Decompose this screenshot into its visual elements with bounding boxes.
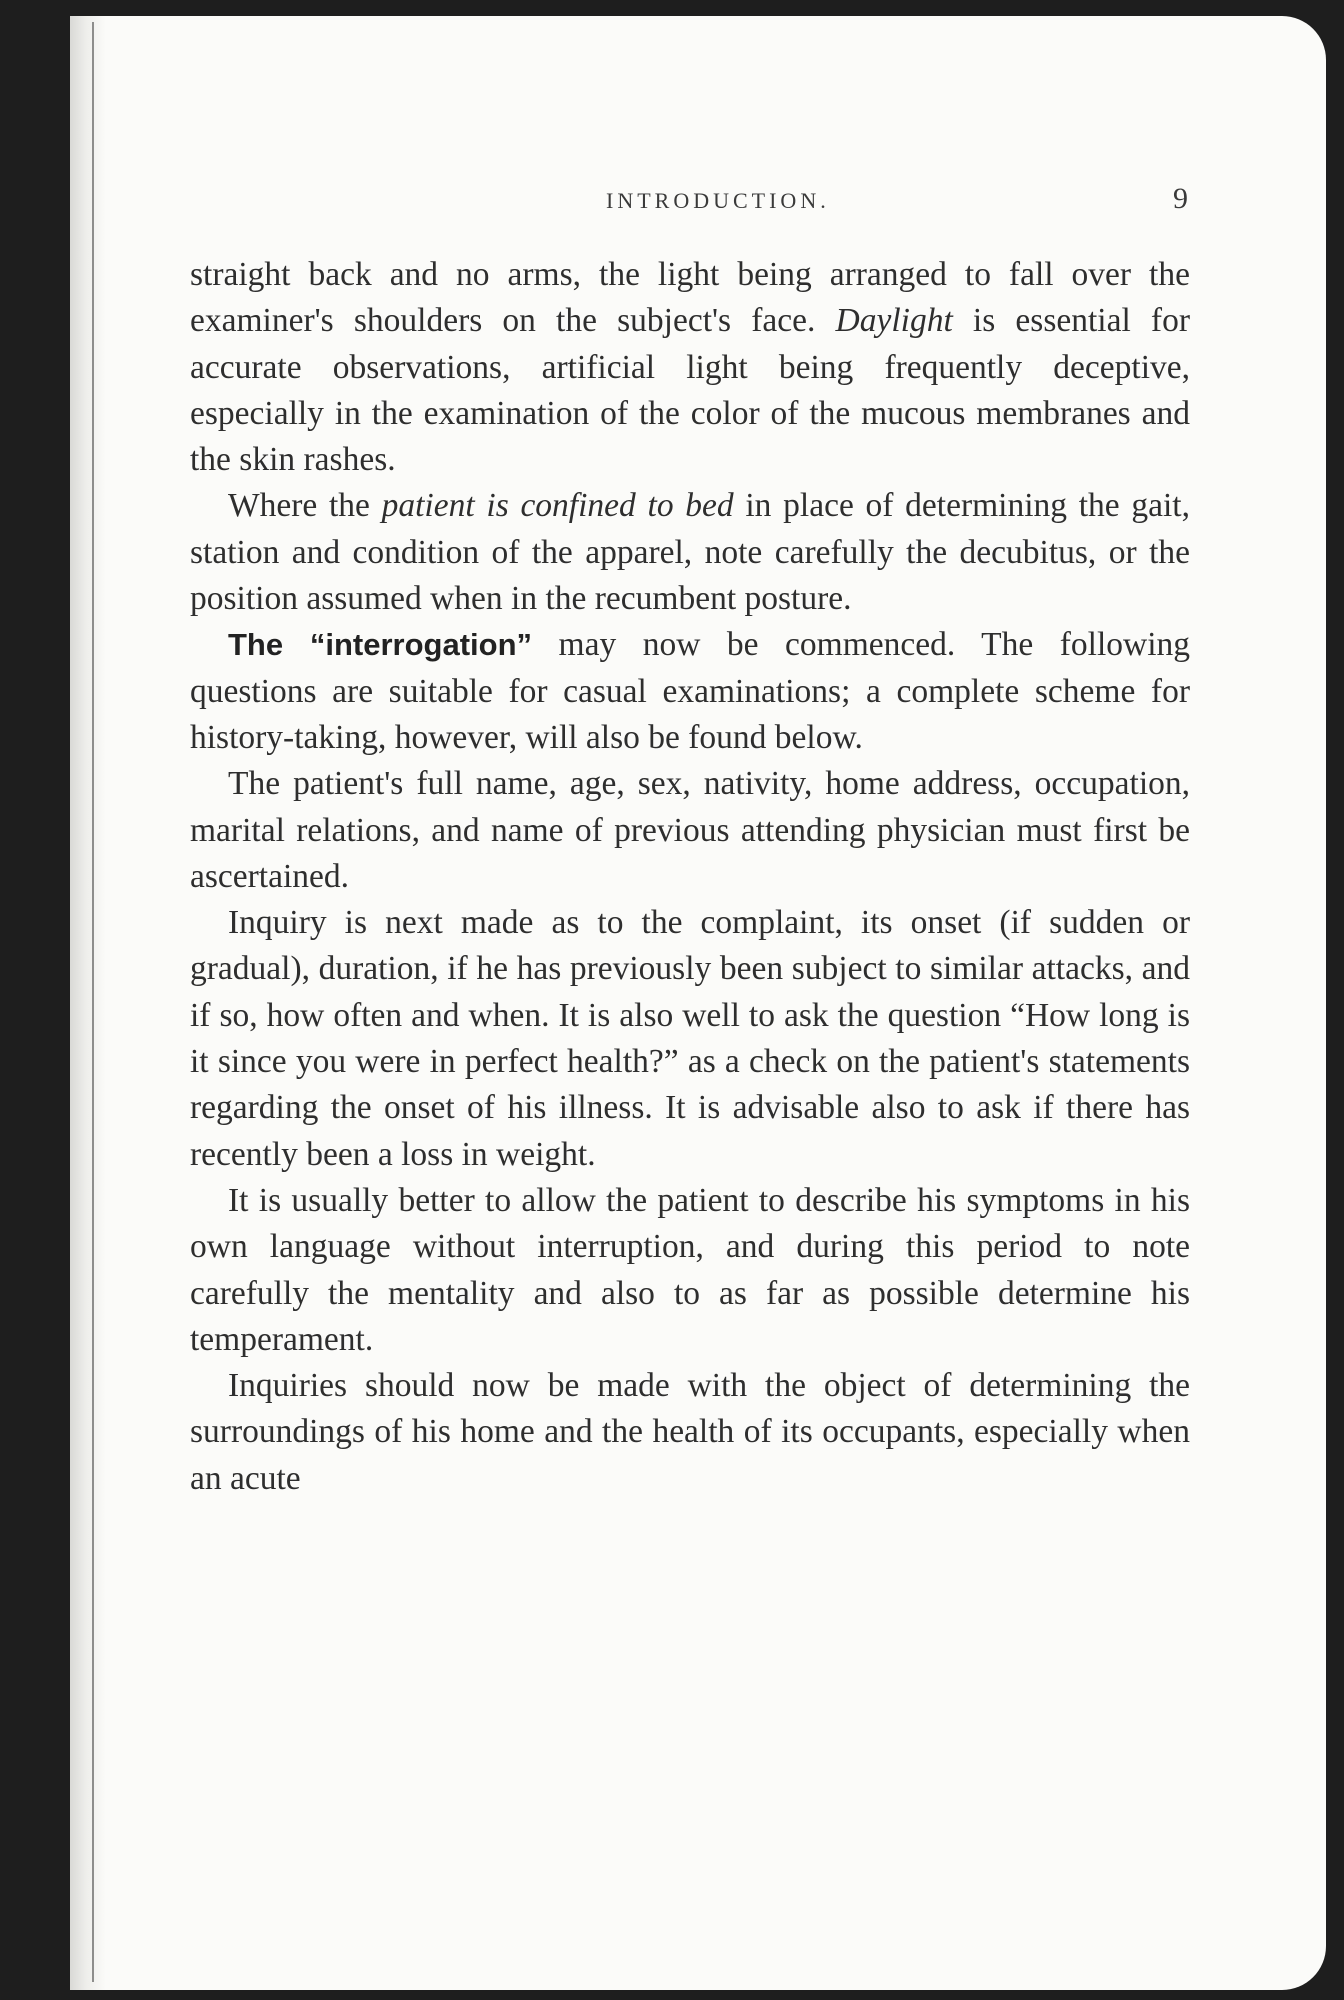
paragraph-2-italic-phrase: patient is confined to bed [381,487,734,525]
body-text [190,252,1190,1502]
paragraph-6: It is usually better to allow the patient to describe his symptoms in his own language without interruption, and during this period to note carefully the mentality and also to as far as possible determine his temperament. [190,1181,1190,1358]
running-title: INTRODUCTION. [606,188,830,213]
paragraph-2-text-end: in place of determining the gait, station and condition of the apparel, note carefully the decubitus, or the position assumed when in the recumbent posture. [190,487,1190,618]
page-number: 9 [1173,182,1188,215]
binding-gutter [70,16,106,1990]
paragraph-7: Inquiries should now be made with the object of determining the surroundings of his home and the health of its occupants, especially when an acute [190,1367,1190,1497]
paragraph-1-text-end: is essential for accurate observations, artificial light being frequently deceptive, especially in the examination of the color of the mucous membranes and the skin rashes. [190,302,1190,479]
paragraph-4: The patient's full name, age, sex, nativity, home address, occupation, marital relations, and name of previous attending physician must first be ascertained. [190,765,1190,895]
paragraph-2 [190,483,1190,622]
paragraph-3-text: may now be commenced. The following questions are suitable for casual examinations; a complete scheme for history-taking, however, will also be found below. [190,626,1191,756]
paragraph-3 [190,622,1190,761]
paragraph-3-bold-heading: The “interrogation” [228,627,533,663]
binding-edge-line [92,22,94,1982]
paragraph-1 [190,252,1190,483]
paragraph-1-text-start: straight back and no arms, the light being arranged to fall over the examiner's shoulders on the subject's face. [190,256,1190,340]
running-head [190,172,1190,232]
paragraph-1-italic-term: Daylight [835,302,953,340]
paragraph-2-text-start: Where the [228,487,382,525]
paragraph-5: Inquiry is next made as to the complaint, its onset (if sudden or gradual), duration, if he has previously been subject to similar attacks, and if so, how often and when. It is also well to ask the question “How long is it since you were in perfect health?” as a check on the patient's statements regarding the onset of his illness. It is advisable also to ask if there has recently been a loss in weight. [190,904,1190,1173]
